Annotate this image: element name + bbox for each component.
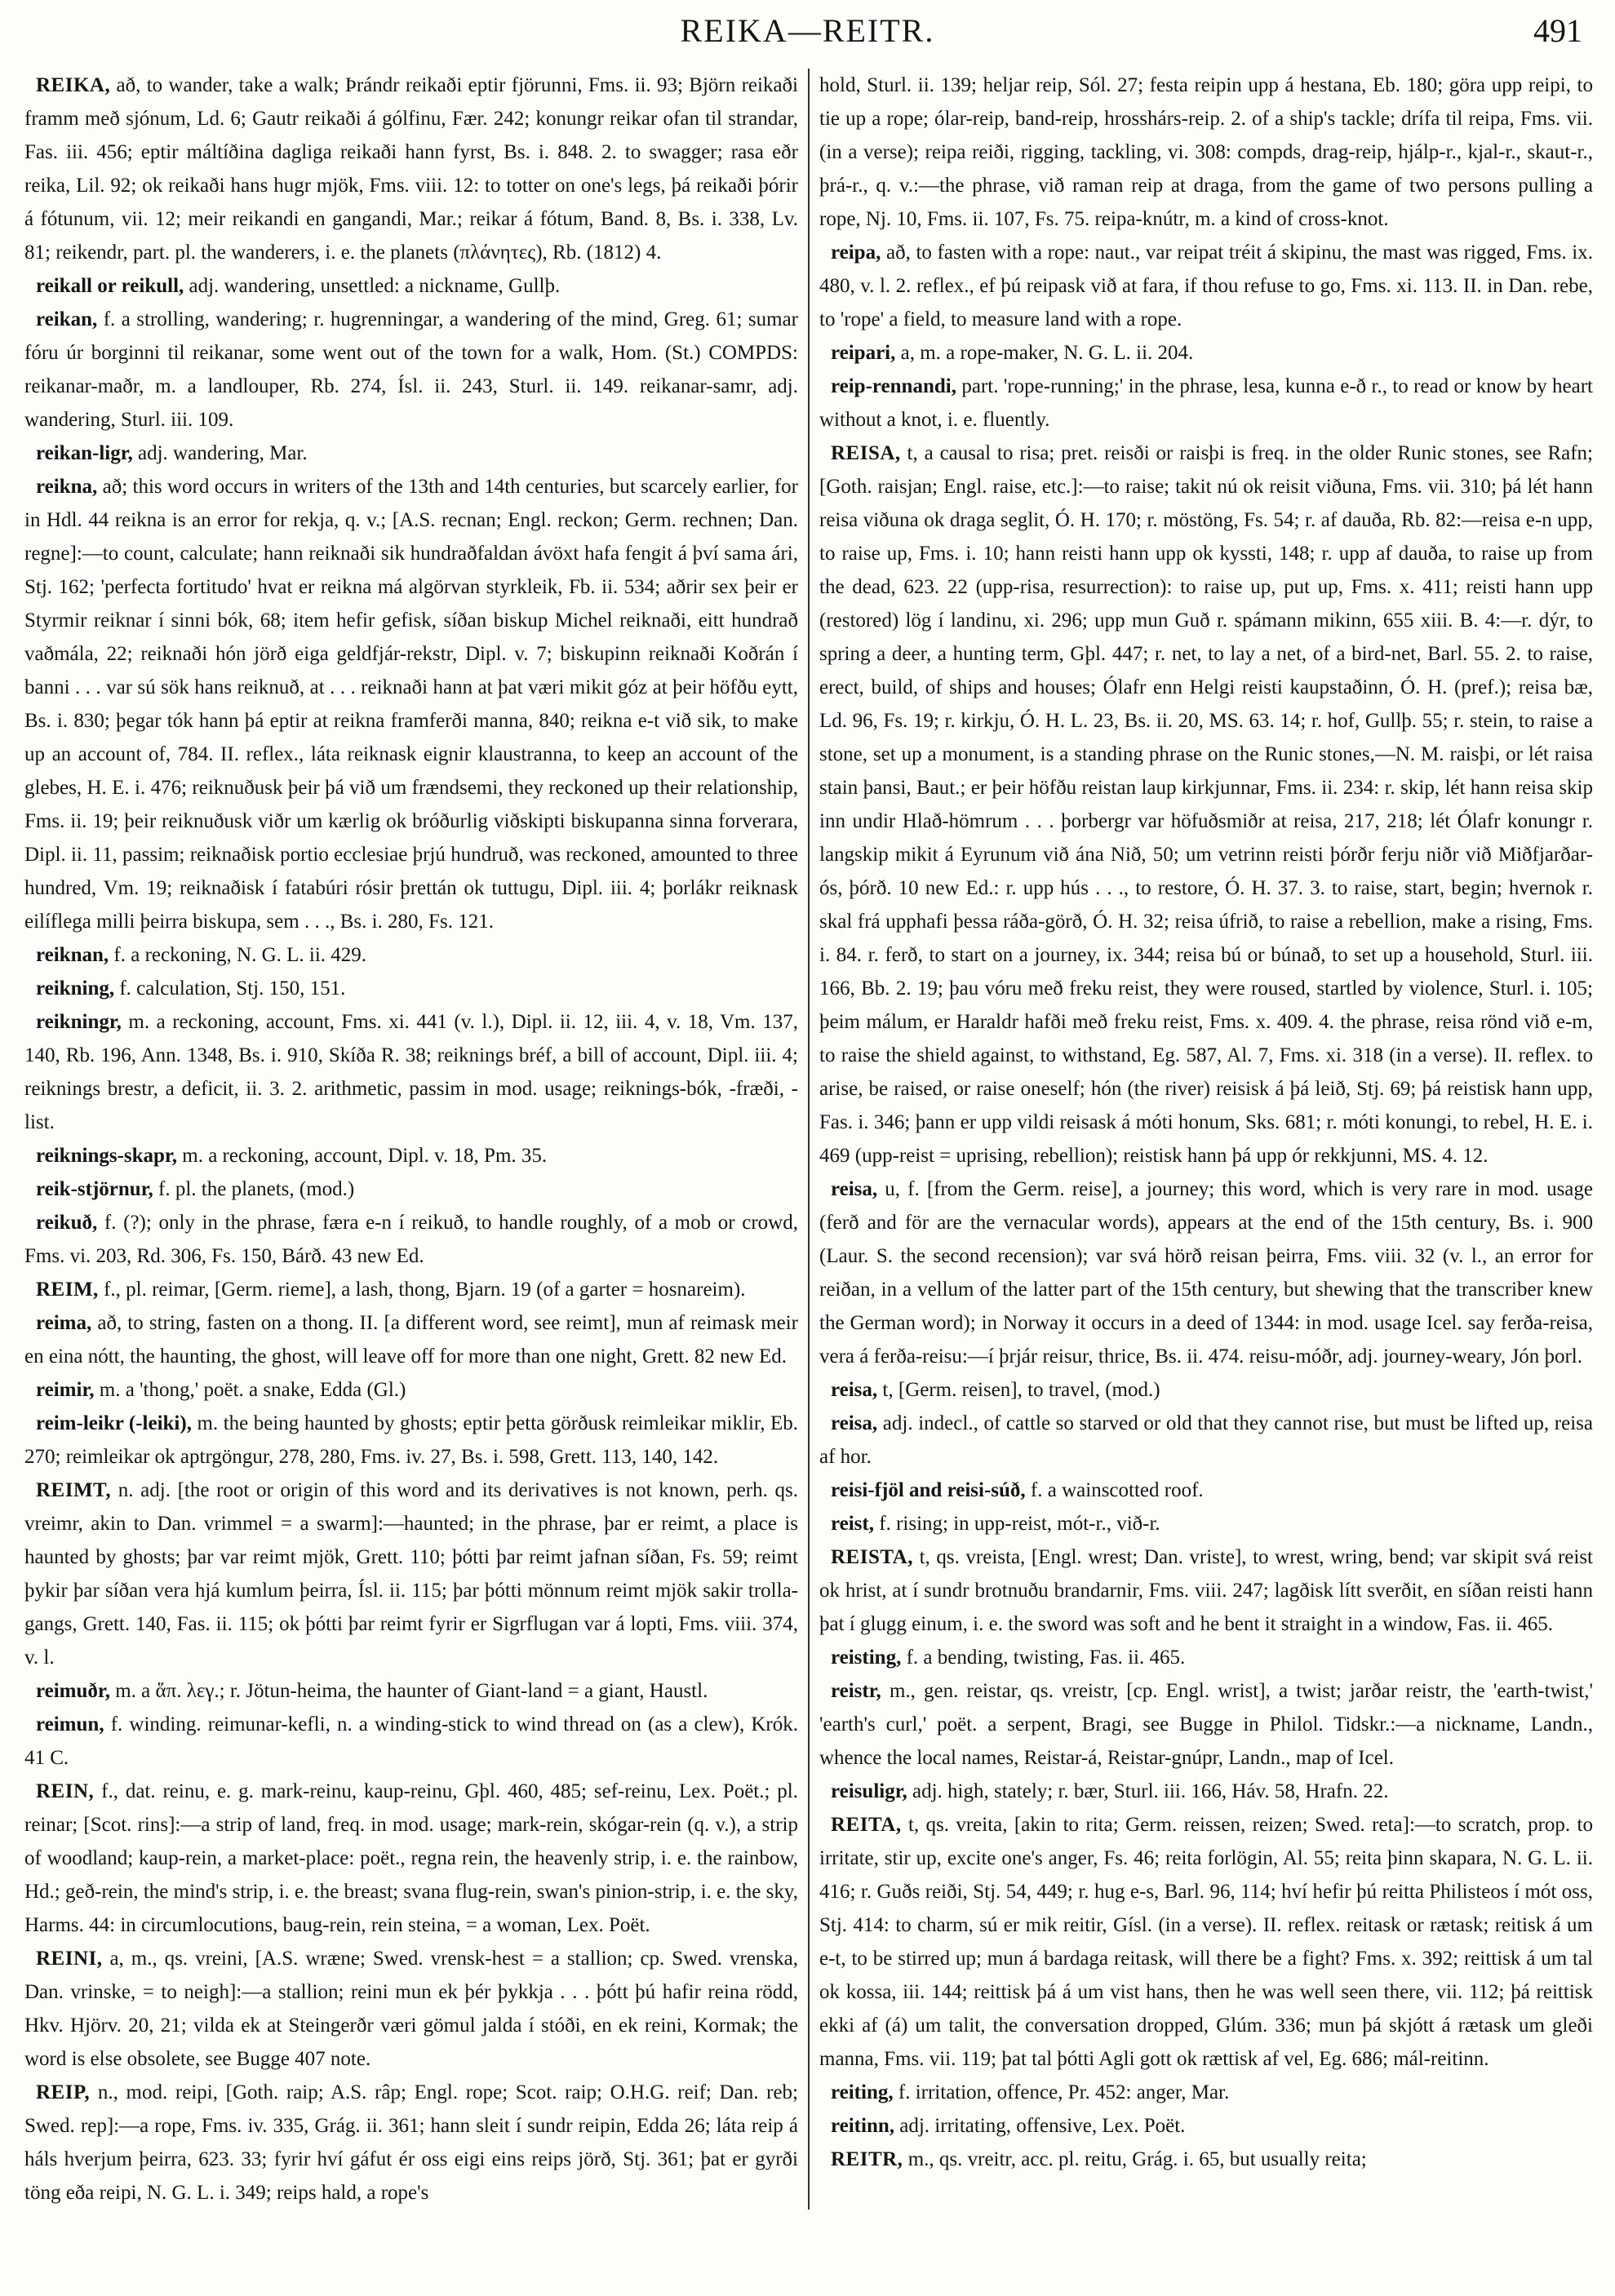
dictionary-entry <box>24 470 798 938</box>
dictionary-entry <box>819 1507 1593 1540</box>
definition: part. 'rope-running;' in the phrase, lesa, kunna e-ð r., to read or know by heart without a knot, i. e. fluently. <box>819 375 1593 431</box>
dictionary-entry <box>819 1373 1593 1407</box>
dictionary-entry <box>24 1139 798 1172</box>
headword: REINI, <box>36 1948 103 1970</box>
definition: að, to fasten with a rope: naut., var reipat tréit á skipinu, the mast was rigged, Fms. ix. 480, v. l. 2. reflex., ef þú reipask við at fara, if thou refuse to go, Fms. xi. 113. II. in Dan. rebe, to 'rope' a field, to measure land with a rope. <box>819 242 1593 330</box>
definition: f. irritation, offence, Pr. 452: anger, Mar. <box>893 2081 1230 2103</box>
two-column-body <box>0 69 1615 2210</box>
definition: hold, Sturl. ii. 139; heljar reip, Sól. 27; festa reipin upp á hestana, Eb. 180; göra upp reipi, to tie up a rope; ólar-reip, band-reip, hrosshárs-reip. 2. of a ship's tackle; drífa til reipa, Fms. vii. (in a verse); reipa reiði, rigging, tackling, vi. 308: compds, drag-reip, hjálp-r., kjal-r., skaut-r., þrá-r., q. v.:—the phrase, við raman reip at draga, from the game of two persons pulling a rope, Nj. 10, Fms. ii. 107, Fs. 75. reipa-knútr, m. a kind of cross-knot. <box>819 74 1593 230</box>
headword: reiknan, <box>36 944 109 966</box>
headword: reikall or reikull, <box>36 275 184 297</box>
definition: f. a reckoning, N. G. L. ii. 429. <box>109 944 367 966</box>
definition: adj. wandering, Mar. <box>132 442 308 464</box>
definition: adj. high, stately; r. bær, Sturl. iii. 166, Háv. 58, Hrafn. 22. <box>907 1780 1389 1802</box>
right-column <box>810 69 1593 2210</box>
definition: f. a bending, twisting, Fas. ii. 465. <box>901 1647 1186 1669</box>
dictionary-entry <box>819 2109 1593 2143</box>
headword: reip-rennandi, <box>831 375 956 397</box>
definition: f. winding. reimunar-kefli, n. a winding-stick to wind thread on (as a clew), Krók. 41 C. <box>24 1713 798 1769</box>
page-number: 491 <box>1533 12 1582 49</box>
headword: reimuðr, <box>36 1680 110 1702</box>
definition: t, qs. vreista, [Engl. wrest; Dan. vriste], to wrest, wring, bend; var skipit svá reist ok hrist, at í sundr brotnuðu brandarnir, Fms. viii. 247; lagðisk lítt sverðit, en síðan reisti hann þat í glugg einum, i. e. the sword was soft and he bent it straight in a window, Fas. ii. 465. <box>819 1546 1593 1635</box>
headword: REITR, <box>831 2148 903 2170</box>
headword: reisa, <box>831 1379 878 1401</box>
definition: n. adj. [the root or origin of this word and its derivatives is not known, perh. qs. vreimr, akin to Dan. vrimmel = a swarm]:—haunted; in the phrase, þar er reimt, a place is haunted by ghosts; þar var reimt mjök, Grett. 110; þótti þar reimt jafnan síðan, Fs. 59; reimt þykir þar síðan vera hjá kumlum þeirra, Ísl. ii. 115; þar þótti mönnum reimt mjök sakir trolla-gangs, Grett. 140, Fas. ii. 115; ok þótti þar reimt fyrir er Sigrflugan var á lopti, Fms. viii. 374, v. l. <box>24 1479 798 1669</box>
headword: reimir, <box>36 1379 95 1401</box>
headword: reistr, <box>831 1680 881 1702</box>
dictionary-entry <box>24 1172 798 1206</box>
headword: reikan-ligr, <box>36 442 133 464</box>
dictionary-entry <box>819 336 1593 370</box>
definition: a, m. a rope-maker, N. G. L. ii. 204. <box>895 342 1194 364</box>
headword: reisa, <box>831 1178 878 1200</box>
headword: reitinn, <box>831 2115 895 2137</box>
definition: m., qs. vreitr, acc. pl. reitu, Grág. i. 65, but usually reita; <box>903 2148 1367 2170</box>
headword: REISA, <box>831 442 901 464</box>
headword: reisi-fjöl and reisi-súð, <box>831 1479 1026 1501</box>
dictionary-entry <box>24 2076 798 2210</box>
headword: REISTA, <box>831 1546 913 1568</box>
dictionary-entry <box>819 1474 1593 1507</box>
dictionary-entry <box>819 2143 1593 2176</box>
dictionary-entry <box>24 1206 798 1273</box>
headword: REIMT, <box>36 1479 112 1501</box>
definition: f., dat. reinu, e. g. mark-reinu, kaup-reinu, Gþl. 460, 485; sef-reinu, Lex. Poët.; pl. reinar; [Scot. rins]:—a strip of land, freq. in mod. usage; mark-rein, skógar-rein (q. v.), a strip of woodland; kaup-rein, a market-place: poët., regna rein, the heavenly strip, i. e. the rainbow, Hd.; geð-rein, the mind's strip, i. e. the breast; svana flug-rein, swan's pinion-strip, i. e. the sky, Harms. 44: in circumlocutions, baug-rein, rein steina, = a woman, Lex. Poët. <box>24 1780 798 1936</box>
dictionary-entry <box>24 1674 798 1708</box>
headword: REIN, <box>36 1780 95 1802</box>
definition: adj. indecl., of cattle so starved or old that they cannot rise, but must be lifted up, reisa af hor. <box>819 1412 1593 1468</box>
headword: REITA, <box>831 1814 902 1836</box>
dictionary-entry <box>24 1942 798 2076</box>
dictionary-entry <box>819 236 1593 336</box>
dictionary-entry <box>819 2076 1593 2109</box>
dictionary-entry <box>24 1474 798 1674</box>
definition: m. a reckoning, account, Fms. xi. 441 (v. l.), Dipl. ii. 12, iii. 4, v. 18, Vm. 137, 140, Rb. 196, Ann. 1348, Bs. i. 910, Skíða R. 38; reiknings bréf, a bill of account, Dipl. iii. 4; reiknings brestr, a deficit, ii. 3. 2. arithmetic, passim in mod. usage; reiknings-bók, -fræði, -list. <box>24 1011 798 1133</box>
definition: f. (?); only in the phrase, færa e-n í reikuð, to handle roughly, of a mob or crowd, Fms. vi. 203, Rd. 306, Fs. 150, Bárð. 43 new Ed. <box>24 1212 798 1267</box>
dictionary-entry-continuation <box>819 69 1593 236</box>
headword: REIP, <box>36 2081 91 2103</box>
definition: m. a 'thong,' poët. a snake, Edda (Gl.) <box>94 1379 406 1401</box>
left-column <box>24 69 808 2210</box>
headword: reikning, <box>36 977 115 1000</box>
definition: t, qs. vreita, [akin to rita; Germ. reissen, reizen; Swed. reta]:—to scratch, prop. to irritate, stir up, excite one's anger, Fs. 46; reita forlögin, Al. 55; reita þinn skapara, N. G. L. ii. 416; r. Guðs reiði, Stj. 54, 449; r. hug e-s, Barl. 96, 114; hví hefir þú reitta Philisteos í mót oss, Stj. 414: to charm, sú er mik reitir, Gísl. (in a verse). II. reflex. reitask or rætask; reitisk á um e-t, to be stirred up; mun á bardaga reitask, will there be a fight? Fms. x. 392; reittisk á um tal ok kossa, iii. 144; reittisk þá á um vist hans, then he was well seen there, vii. 112; þá reittisk ekki af (á) um talit, the conversation dropped, Glúm. 336; mun þá skjótt á rætask um gleði manna, Fms. vii. 119; þat tal þótti Agli gott ok rættisk af vel, Eg. 686; mál-reitinn. <box>819 1814 1593 2070</box>
definition: t, [Germ. reisen], to travel, (mod.) <box>877 1379 1160 1401</box>
headword: reikuð, <box>36 1212 98 1234</box>
dictionary-entry <box>819 370 1593 437</box>
dictionary-entry <box>24 1306 798 1373</box>
definition: m. a ἅπ. λεγ.; r. Jötun-heima, the haunter of Giant-land = a giant, Haustl. <box>109 1680 708 1702</box>
dictionary-entry <box>24 1708 798 1775</box>
definition: adj. wandering, unsettled: a nickname, Gullþ. <box>184 275 561 297</box>
dictionary-entry <box>819 1674 1593 1775</box>
headword: reisuligr, <box>831 1780 907 1802</box>
definition: u, f. [from the Germ. reise], a journey; this word, which is very rare in mod. usage (ferð and för are the vernacular words), appears at the end of the 15th century, Bs. i. 900 (Laur. S. the second recension); var svá hörð reisan þeirra, Fms. viii. 32 (v. l., an error for reiðan, in a vellum of the latter part of the 15th century, but shewing that the transcriber knew the German word); in Norway it occurs in a deed of 1344: in mod. usage Icel. say ferða-reisa, vera á ferða-reisu:—í þrjár reisur, thrice, Bs. ii. 474. reisu-móðr, adj. journey-weary, Jón þorl. <box>819 1178 1593 1367</box>
headword: reikna, <box>36 476 98 498</box>
headword: reisa, <box>831 1412 878 1434</box>
definition: n., mod. reipi, [Goth. raip; A.S. râp; Engl. rope; Scot. raip; O.H.G. reif; Dan. reb; Swed. rep]:—a rope, Fms. iv. 335, Grág. ii. 361; hann sleit í sundr reipin, Edda 26; láta reip á háls hverjum þeirra, 623. 33; fyrir hví gáfut ér oss eigi eins reips jörð, Stj. 361; þat er gyrði töng eða reipi, N. G. L. i. 349; reips hald, a rope's <box>24 2081 798 2204</box>
headword: REIKA, <box>36 74 111 96</box>
definition: m., gen. reistar, qs. vreistr, [cp. Engl. wrist], a twist; jarðar reistr, the 'earth-twist,' 'earth's curl,' poët. a serpent, Bragi, see Bugge in Philol. Tidskr.:—a nickname, Landn., whence the local names, Reistar-á, Reistar-gnúpr, Landn., map of Icel. <box>819 1680 1593 1769</box>
dictionary-entry <box>24 69 798 269</box>
headword: REIM, <box>36 1279 99 1301</box>
page-header <box>33 0 1582 69</box>
dictionary-entry <box>24 303 798 437</box>
dictionary-entry <box>819 1540 1593 1641</box>
headword: reima, <box>36 1312 92 1334</box>
dictionary-entry <box>24 1407 798 1474</box>
definition: að, to wander, take a walk; Þrándr reikaði eptir fjörunni, Fms. ii. 93; Björn reikaði framm með sjónum, Ld. 6; Gautr reikaði á gólfinu, Fær. 242; konungr reikar ofan til strandar, Fas. iii. 456; eptir máltíðina dagliga reikaði hann fyrst, Bs. i. 848. 2. to swagger; rasa eðr reika, Lil. 92; ok reikaði hans hugr mjök, Fms. viii. 12: to totter on one's legs, þá reikaði þórir á fótunum, vii. 12; meir reikandi en gangandi, Mar.; reikar á fótum, Band. 8, Bs. i. 338, Lv. 81; reikendr, part. pl. the wanderers, i. e. the planets (πλάνητες), Rb. (1812) 4. <box>24 74 798 264</box>
headword: reimun, <box>36 1713 104 1735</box>
running-title: REIKA—REITR. <box>680 12 935 49</box>
headword: reikningr, <box>36 1011 122 1033</box>
headword: reiting, <box>831 2081 894 2103</box>
dictionary-entry <box>819 1808 1593 2076</box>
dictionary-entry <box>24 972 798 1005</box>
headword: reikan, <box>36 308 98 330</box>
definition: f. a wainscotted roof. <box>1025 1479 1204 1501</box>
definition: adj. irritating, offensive, Lex. Poët. <box>894 2115 1186 2137</box>
definition: f. pl. the planets, (mod.) <box>153 1178 355 1200</box>
headword: reiknings-skapr, <box>36 1145 177 1167</box>
dictionary-entry <box>24 269 798 303</box>
definition: að, to string, fasten on a thong. II. [a different word, see reimt], mun af reimask meir en eina nótt, the haunting, the ghost, will leave off for more than one night, Grett. 82 new Ed. <box>24 1312 798 1367</box>
dictionary-entry <box>819 1172 1593 1373</box>
headword: reipa, <box>831 242 881 264</box>
headword: reisting, <box>831 1647 902 1669</box>
dictionary-entry <box>24 1775 798 1942</box>
definition: f. calculation, Stj. 150, 151. <box>114 977 346 1000</box>
headword: reik-stjörnur, <box>36 1178 153 1200</box>
dictionary-entry <box>819 437 1593 1172</box>
headword: reist, <box>831 1513 874 1535</box>
dictionary-entry <box>24 1273 798 1306</box>
definition: a, m., qs. vreini, [A.S. wræne; Swed. vrensk-hest = a stallion; cp. Swed. vrenska, Dan. vrinske, = to neigh]:—a stallion; reini mun ek þér þykkja . . . þótt þú hafir reina rödd, Hkv. Hjörv. 20, 21; vilda ek at Steingerðr væri gömul jalda í stóði, en ek reini, Kormak; the word is else obsolete, see Bugge 407 note. <box>24 1948 798 2070</box>
dictionary-entry <box>24 1005 798 1139</box>
definition: f. a strolling, wandering; r. hugrenningar, a wandering of the mind, Greg. 61; sumar fóru úr borginni til reikanar, some went out of the town for a walk, Hom. (St.) COMPDS: reikanar-maðr, m. a landlouper, Rb. 274, Ísl. ii. 243, Sturl. ii. 149. reikanar-samr, adj. wandering, Sturl. iii. 109. <box>24 308 798 431</box>
dictionary-entry <box>819 1775 1593 1808</box>
headword: reim-leikr (-leiki), <box>36 1412 192 1434</box>
dictionary-entry <box>24 437 798 470</box>
definition: m. the being haunted by ghosts; eptir þetta görðusk reimleikar miklir, Eb. 270; reimleikar ok aptrgöngur, 278, 280, Fms. iv. 27, Bs. i. 598, Grett. 113, 140, 142. <box>24 1412 799 1468</box>
dictionary-entry <box>24 1373 798 1407</box>
definition: t, a causal to risa; pret. reisði or raisþi is freq. in the older Runic stones, see Rafn; [Goth. raisjan; Engl. raise, etc.]:—to raise; takit nú ok reisit viðuna, Fms. vii. 310; þá lét hann reisa viðuna ok draga seglit, Ó. H. 170; r. möstöng, Fs. 54; r. af dauða, Rb. 82:—reisa e-n upp, to raise up, Fms. i. 10; hann reisti hann upp ok kyssti, 148; r. upp af dauða, to raise up from the dead, 623. 22 (upp-risa, resurrection): to raise up, put up, Fms. x. 411; reisti hann upp (restored) lög í landinu, xi. 296; upp mun Guð r. spámann mikinn, 655 xiii. B. 4:—r. dýr, to spring a deer, a hunting term, Gþl. 447; r. net, to lay a net, of a bird-net, Barl. 55. 2. to raise, erect, build, of ships and houses; Ólafr enn Helgi reisti kaupstaðinn, Ó. H. (pref.); reisa bæ, Ld. 96, Fs. 19; r. kirkju, Ó. H. L. 23, Bs. ii. 20, MS. 63. 14; r. hof, Gullþ. 55; r. stein, to raise a stone, set up a monument, is a standing phrase on the Runic stones,—N. M. raisþi, or lét raisa stain þansi, Baut.; er þeir höfðu reistan laup kirkjunnar, Fms. ii. 234: r. skip, lét hann reisa skip inn undir Hlað-hömrum . . . þorbergr var höfuðsmiðr at reisa, 217, 218; lét Ólafr konungr r. langskip mikit á Eyrunum við ána Nið, 50; um vetrinn reisti þórðr ferju niðr við Miðfjarðar-ós, þórð. 10 new Ed.: r. upp hús . . ., to restore, Ó. H. 37. 3. to raise, start, begin; hvernok r. skal frá upphafi þessa ráða-görð, Ó. H. 32; reisa úfrið, to raise a rebellion, make a rising, Fms. i. 84. r. ferð, to start on a journey, ix. 344; reisa bú or búnað, to set up a household, Sturl. iii. 166, Bb. 2. 19; þau vóru með freku reist, they were roused, startled by violence, Sturl. i. 105; þeim málum, er Haraldr hafði með freku reist, Fms. x. 409. 4. the phrase, reisa rönd við e-m, to raise the shield against, to withstand, Eg. 587, Al. 7, Fms. xi. 318 (in a verse). II. reflex. to arise, be raised, or raise oneself; hón (the river) reisisk á þá leið, Stj. 69; þá reistisk hann upp, Fas. i. 346; þann er upp vildi reisask á móti honum, Sks. 681; r. móti konungi, to rebel, H. E. i. 469 (upp-reist = uprising, rebellion); reistisk hann þá upp ór rekkjunni, MS. 4. 12. <box>819 442 1593 1167</box>
headword: reipari, <box>831 342 896 364</box>
dictionary-entry <box>819 1407 1593 1474</box>
definition: f., pl. reimar, [Germ. rieme], a lash, thong, Bjarn. 19 (of a garter = hosnareim). <box>98 1279 746 1301</box>
definition: að; this word occurs in writers of the 13th and 14th centuries, but scarcely earlier, for in Hdl. 44 reikna is an error for rekja, q. v.; [A.S. recnan; Engl. reckon; Germ. rechnen; Dan. regne]:—to count, calculate; hann reiknaði sik hundraðfaldan ávöxt hafa fengit á því sama ári, Stj. 162; 'perfecta fortitudo' hvat er reikna má algörvan styrkleik, Fb. ii. 534; aðrir sex þeir er Styrmir reiknar í sinni bók, 68; item hefir gefisk, síðan biskup Michel reiknaði, eitt hundrað vaðmála, 22; reiknaði hón jörð eiga geldfjár-rekstr, Dipl. v. 7; biskupinn reiknaði Koðrán í banni . . . var sú sök hans reiknuð, at . . . reiknaði hann at þat væri mikit góz at þeir höfðu eytt, Bs. i. 830; þegar tók hann þá eptir at reikna framferði manna, 840; reikna e-t við sik, to make up an account of, 784. II. reflex., láta reiknask eignir klaustranna, to keep an account of the glebes, H. E. i. 476; reiknuðusk þeir þá við um frændsemi, they reckoned up their relationship, Fms. ii. 19; þeir reiknuðusk viðr um kærlig ok bróðurlig viðskipti biskupanna sinna forverara, Dipl. ii. 11, passim; reiknaðisk portio ecclesiae þrjú hundruð, was reckoned, amounted to three hundred, Vm. 19; reiknaðisk í fatabúri rósir þrettán ok tuttugu, Dipl. iii. 4; þorlákr reiknask eilíflega milli þeirra biskupa, sem . . ., Bs. i. 280, Fs. 121. <box>24 476 798 933</box>
dictionary-entry <box>819 1641 1593 1674</box>
dictionary-entry <box>24 938 798 972</box>
definition: f. rising; in upp-reist, mót-r., við-r. <box>874 1513 1160 1535</box>
definition: m. a reckoning, account, Dipl. v. 18, Pm. 35. <box>177 1145 548 1167</box>
